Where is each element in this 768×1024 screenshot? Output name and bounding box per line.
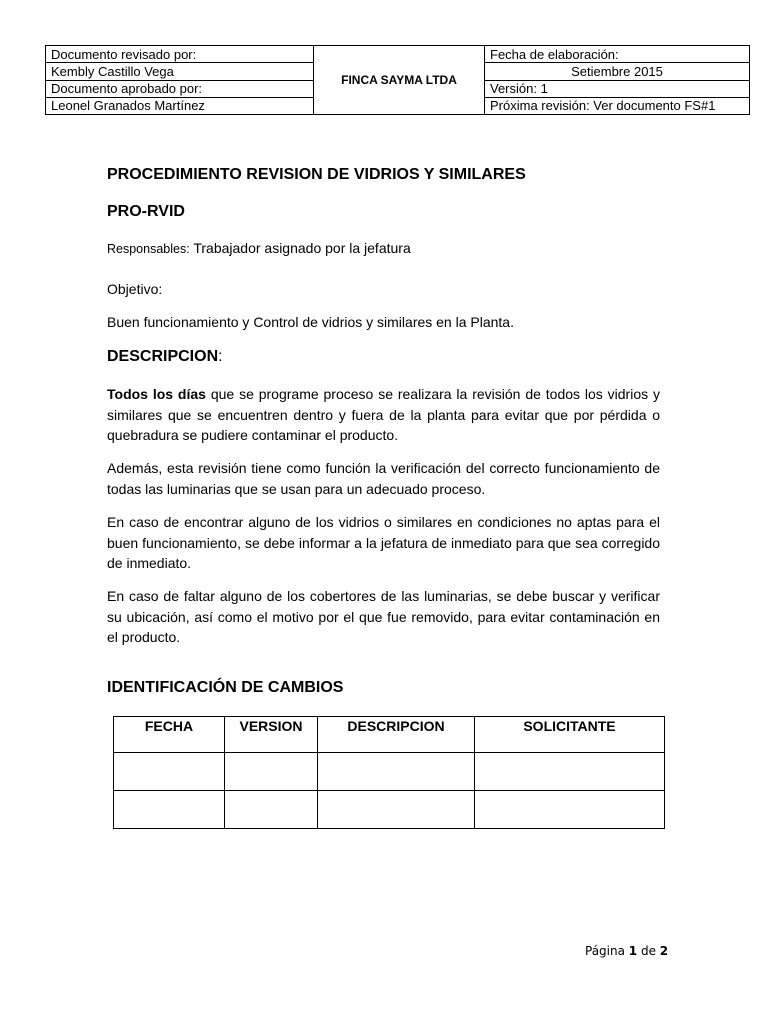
reviewer-name: Kembly Castillo Vega [46, 63, 314, 80]
table-cell [225, 791, 318, 829]
description-paragraph-2: Además, esta revisión tiene como función la verificación del correcto funcionamiento de todas las luminarias que se usan para un adecuado proceso. [107, 460, 660, 497]
paragraph-1-bold: Todos los días [107, 386, 206, 402]
responsibles-label: Responsables: [107, 242, 190, 256]
description-paragraph-1 [107, 384, 660, 446]
objective-label: Objetivo: [107, 281, 163, 297]
approver-name: Leonel Granados Martínez [46, 97, 314, 114]
company-name: FINCA SAYMA LTDA [314, 46, 485, 115]
table-row [114, 791, 665, 829]
changes-heading: IDENTIFICACIÓN DE CAMBIOS [107, 679, 344, 696]
changes-table [113, 716, 665, 829]
table-row [114, 753, 665, 791]
changes-header-row [114, 717, 665, 753]
current-page: 1 [628, 944, 638, 958]
table-cell [225, 753, 318, 791]
of-word: de [637, 944, 660, 958]
table-cell [318, 791, 475, 829]
page-footer [585, 944, 668, 958]
table-cell [114, 791, 225, 829]
description-heading [107, 348, 223, 366]
description-heading-colon: : [218, 348, 223, 365]
description-paragraph-4: En caso de faltar alguno de los cobertores de las luminarias, se debe buscar y verificar su ubicación, así como el motivo por el que fue removido, para evitar contaminación en el producto. [107, 588, 660, 645]
description-paragraph-3: En caso de encontrar alguno de los vidrios o similares en condiciones no aptas para el buen funcionamiento, se debe informar a la jefatura de inmediato para que sea corregido de inmediato. [107, 514, 660, 571]
next-review-cell: Próxima revisión: Ver documento FS#1 [485, 97, 750, 114]
table-cell [475, 791, 665, 829]
column-header-descripcion: DESCRIPCION [318, 717, 475, 753]
responsibles-value: Trabajador asignado por la jefatura [189, 240, 411, 256]
approved-by-label: Documento aprobado por: [46, 80, 314, 97]
date-value: Setiembre 2015 [485, 63, 750, 80]
date-label: Fecha de elaboración: [485, 46, 750, 63]
page-word: Página [585, 944, 629, 958]
reviewed-by-label: Documento revisado por: [46, 46, 314, 63]
document-header-table [45, 45, 750, 115]
paragraph-1-text: que se programe proceso se realizara la revisión de todos los vidrios y similares que se encuentren dentro y fuera de la planta para evitar que por pérdida o quebradura se pudiere contaminar el producto. [107, 386, 660, 443]
table-cell [475, 753, 665, 791]
total-pages: 2 [659, 944, 669, 958]
version-cell: Versión: 1 [485, 80, 750, 97]
column-header-fecha: FECHA [114, 717, 225, 753]
table-cell [318, 753, 475, 791]
description-heading-text: DESCRIPCION [107, 348, 219, 365]
table-cell [114, 753, 225, 791]
column-header-solicitante: SOLICITANTE [475, 717, 665, 753]
objective-text: Buen funcionamiento y Control de vidrios y similares en la Planta. [107, 314, 514, 330]
column-header-version: VERSION [225, 717, 318, 753]
document-title: PROCEDIMIENTO REVISION DE VIDRIOS Y SIMILARES [107, 166, 526, 183]
responsibles-line [107, 240, 411, 256]
document-code: PRO-RVID [107, 203, 185, 220]
